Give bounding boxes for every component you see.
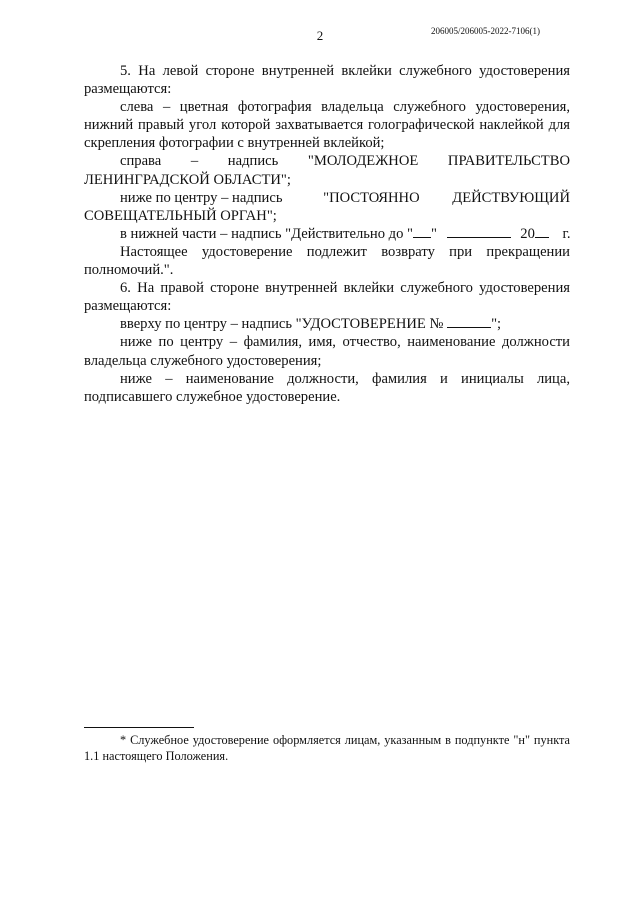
month-blank [447,225,511,238]
paragraph-5-left-photo: слева – цветная фотография владельца служебного удостоверения, нижний правый угол которой захватывается голографической наклейкой для скрепления фотографии с внутренней вклейкой; [84,99,570,152]
paragraph-5-right-line [84,152,570,170]
page-number: 2 [316,28,324,43]
year-prefix: 20 [520,225,535,242]
word: ДЕЙСТВУЮЩИЙ [452,189,570,206]
document-body [84,62,570,406]
paragraph-6-below: ниже – наименование должности, фамилия и инициалы лица, подписавшего служебное удостоверение. [84,370,570,405]
paragraph-6-center: ниже по центру – фамилия, имя, отчество, наименование должности владельца служебного удостоверения; [84,334,570,369]
word: надпись [227,153,279,170]
validity-label: в нижней части – надпись "Действительно до " [120,225,413,242]
certificate-label: вверху по центру – надпись "УДОСТОВЕРЕНИЕ № [120,316,444,333]
quote-mark: " [431,225,437,242]
paragraph-5-center-line [84,189,570,207]
word: ПРАВИТЕЛЬСТВО [447,153,570,170]
footnote: * Служебное удостоверение оформляется лицам, указанным в подпункте "н" пункта 1.1 настоящего Положения. [84,733,570,763]
closing-quote: "; [491,316,502,333]
word: ниже по центру – надпись [120,189,283,206]
footnote-divider [84,727,194,728]
word: "ПОСТОЯННО [323,189,420,206]
word: – [190,153,199,170]
day-blank [413,225,431,238]
paragraph-6-top-line [84,315,570,333]
year-suffix: г. [562,225,571,242]
document-id: 206005/206005-2022-7106(1) [431,26,540,36]
paragraph-5-center-continuation: СОВЕЩАТЕЛЬНЫЙ ОРГАН"; [84,207,277,224]
paragraph-6-intro: 6. На правой стороне внутренней вклейки служебного удостоверения размещаются: [84,280,570,315]
paragraph-5-intro: 5. На левой стороне внутренней вклейки служебного удостоверения размещаются: [84,63,570,98]
word: справа [120,153,162,170]
paragraph-5-return: Настоящее удостоверение подлежит возврату при прекращении полномочий.". [84,243,570,279]
year-blank [535,225,549,238]
number-blank [447,315,491,328]
paragraph-5-right-continuation: ЛЕНИНГРАДСКОЙ ОБЛАСТИ"; [84,171,291,188]
word: "МОЛОДЕЖНОЕ [307,153,419,170]
paragraph-5-bottom-line [84,225,570,243]
